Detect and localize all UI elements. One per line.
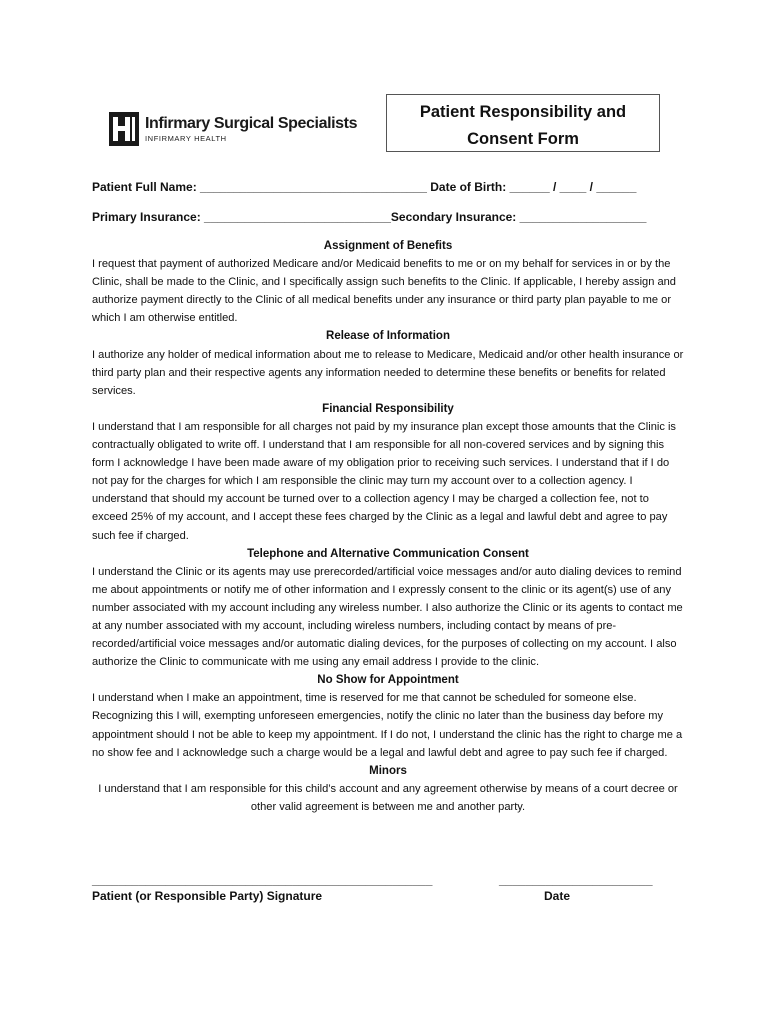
section-heading-financial: Financial Responsibility (322, 402, 454, 415)
signature-line[interactable]: ___________________________________________________ (92, 873, 433, 887)
section-text-release: I authorize any holder of medical information about me to release to Medicare, Medicaid and/or other health insurance or third party plan and their respective agents any information needed to determine these benefits or benefits for related services. (92, 348, 684, 397)
section-heading-assignment: Assignment of Benefits (323, 240, 453, 252)
insurance-field[interactable]: Primary Insurance: ____________________________Secondary Insurance: ___________________ (92, 210, 647, 224)
form-title-box (386, 94, 660, 152)
form-body (92, 237, 684, 816)
section-text-financial: I understand that I am responsible for all charges not paid by my insurance plan except those amounts that the Clinic is contractually obligated to write off. I understand that I am responsible for all non-covered services and by signing this form I acknowledge I have been made aware of my obligation prior to receiving such services. I understand that if I do not pay for the charges for which I am responsible the clinic may turn my account over to a collection agency. I understand that should my account be turned over to a collection agency I may be charged a collection fee, not to exceed 25% of my account, and I accept these fees charged by the Clinic as a legal and lawful debt and agree to pay such fee if charged. (92, 420, 676, 542)
signature-label: Patient (or Responsible Party) Signature (92, 889, 323, 903)
section-heading-release: Release of Information (326, 330, 450, 343)
form-title-line2: Consent Form (467, 130, 579, 148)
section-text-telephone: I understand the Clinic or its agents may use prerecorded/artificial voice messages and/or auto dialing devices to remind me about appointments or notify me of other information and I expressly consent to the clinic or its agent(s) use of any number associated with my account including any wireless number. I also authorize the Clinic or its agents to contact me at any number associated with my account, including wireless numbers, including contact by means of pre-recorded/artificial voice messages and/or automatic dialing devices, for the purposes of collecting on my account. I also authorize the Clinic to communicate with me using any email address I provide to the clinic. (92, 565, 683, 669)
section-heading-no-show: No Show for Appointment (317, 674, 459, 687)
clinic-subtitle: INFIRMARY HEALTH (145, 133, 227, 143)
clinic-name: Infirmary Surgical Specialists (145, 114, 358, 132)
date-label: Date (544, 889, 571, 903)
section-text-assignment: I request that payment of authorized Medicare and/or Medicaid benefits to me or on my behalf for services in or by the Clinic, shall be made to the Clinic, and I specifically assign such benefits to the Clinic. If applicable, I hereby assign and authorize payment directly to the Clinic of all medical benefits under any insurance or third party plan payable to me or which I am otherwise entitled. (92, 258, 676, 325)
section-text-no-show: I understand when I make an appointment, time is reserved for me that cannot be scheduled for someone else. Recognizing this I will, exempting unforeseen emergencies, notify the clinic no later than the business day before my appointment should I not be able to keep my appointment. If I do not, I understand the clinic has the right to charge me a no show fee and I acknowledge such a charge would be a legal and lawful debt and agree to pay such fee if charged. (92, 692, 683, 759)
clinic-logo (109, 112, 357, 146)
form-title-line1: Patient Responsibility and (419, 103, 627, 121)
clinic-logo-icon (109, 112, 139, 146)
section-heading-telephone: Telephone and Alternative Communication Consent (247, 547, 529, 560)
section-text-minors: I understand that I am responsible for this child’s account and any agreement otherwise by means of a court decree or other valid agreement is between me and another party. (98, 782, 678, 813)
date-line[interactable]: _______________________ (499, 873, 653, 887)
section-heading-minors: Minors (369, 764, 407, 777)
patient-name-dob-field[interactable]: Patient Full Name: __________________________________ Date of Birth: ______ / ____ / ______ (92, 180, 637, 194)
